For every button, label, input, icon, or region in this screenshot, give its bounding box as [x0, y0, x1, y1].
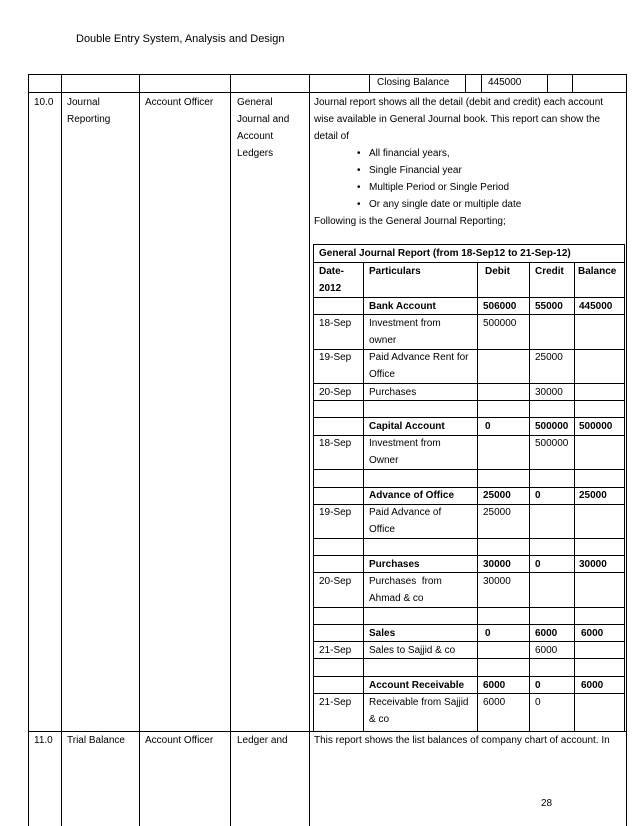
- bullet-icon: •: [357, 199, 361, 210]
- account-credit: 55000: [535, 301, 563, 312]
- account-credit: 0: [535, 490, 541, 501]
- bullet-item: • Multiple Period or Single Period: [357, 182, 510, 193]
- account-balance: 500000: [579, 421, 613, 432]
- account-debit: 0: [485, 421, 491, 432]
- row10-actor: Account Officer: [145, 97, 214, 108]
- entry-particulars: Sales to Sajjid & co: [369, 645, 456, 656]
- entry-particulars: Receivable from Sajjid: [369, 697, 469, 708]
- account-balance: 30000: [579, 559, 607, 570]
- col-credit: Credit: [535, 266, 564, 277]
- entry-credit: 25000: [535, 352, 563, 363]
- col-date-1: Date-: [319, 266, 345, 277]
- entry-particulars: owner: [369, 335, 397, 346]
- entry-particulars: & co: [369, 714, 390, 725]
- row10-source-2: Journal and: [237, 114, 290, 125]
- entry-date: 19-Sep: [319, 352, 352, 363]
- account-balance: 25000: [579, 490, 607, 501]
- page-header: Double Entry System, Analysis and Design: [76, 33, 285, 45]
- account-name: Advance of Office: [369, 490, 455, 501]
- entry-debit: 500000: [483, 318, 517, 329]
- col-balance: Balance: [578, 266, 617, 277]
- account-name: Capital Account: [369, 421, 445, 432]
- entry-particulars: Purchases: [369, 387, 417, 398]
- entry-date: 18-Sep: [319, 438, 352, 449]
- entry-date: 20-Sep: [319, 576, 352, 587]
- entry-credit: 500000: [535, 438, 569, 449]
- entry-particulars: Ahmad & co: [369, 593, 424, 604]
- bullet-item: • Single Financial year: [357, 165, 462, 176]
- row10-name-1: Journal: [67, 97, 100, 108]
- account-credit: 500000: [535, 421, 569, 432]
- bullet-icon: •: [357, 165, 361, 176]
- closing-balance-value: 445000: [488, 77, 522, 88]
- account-name: Purchases: [369, 559, 420, 570]
- row10-source-3: Account: [237, 131, 274, 142]
- row10-source-4: Ledgers: [237, 148, 274, 159]
- account-credit: 0: [535, 559, 541, 570]
- col-particulars: Particulars: [369, 266, 421, 277]
- row11-actor: Account Officer: [145, 735, 214, 746]
- entry-particulars: Paid Advance Rent for: [369, 352, 469, 363]
- account-name: Bank Account: [369, 301, 436, 312]
- bullet-icon: •: [357, 148, 361, 159]
- account-credit: 6000: [535, 628, 558, 639]
- entry-particulars: Investment from: [369, 438, 441, 449]
- journal-title: General Journal Report (from 18-Sep12 to 21-Sep-12): [319, 248, 571, 259]
- entry-date: 21-Sep: [319, 645, 352, 656]
- row10-desc-1: Journal report shows all the detail (debit and credit) each account: [314, 97, 604, 108]
- row11-number: 11.0: [34, 735, 53, 746]
- account-balance: 6000: [581, 680, 604, 691]
- row10-desc-3: detail of: [314, 131, 350, 142]
- entry-credit: 6000: [535, 645, 558, 656]
- entry-particulars: Paid Advance of: [369, 507, 442, 518]
- account-debit: 506000: [483, 301, 517, 312]
- bullet-item: • Or any single date or multiple date: [357, 199, 522, 210]
- account-debit: 0: [485, 628, 491, 639]
- entry-credit: 0: [535, 697, 541, 708]
- col-date-2: 2012: [319, 283, 342, 294]
- row11-name: Trial Balance: [67, 735, 125, 746]
- account-balance: 6000: [581, 628, 604, 639]
- row10-source-1: General: [237, 97, 273, 108]
- entry-particulars: Investment from: [369, 318, 441, 329]
- entry-credit: 30000: [535, 387, 563, 398]
- account-debit: 30000: [483, 559, 511, 570]
- entry-particulars: Owner: [369, 455, 399, 466]
- row10-following: Following is the General Journal Reporting;: [314, 216, 506, 227]
- page-number: 28: [541, 798, 553, 809]
- row11-desc: This report shows the list balances of company chart of account. In: [314, 735, 610, 746]
- account-debit: 25000: [483, 490, 511, 501]
- entry-date: 20-Sep: [319, 387, 352, 398]
- entry-date: 21-Sep: [319, 697, 352, 708]
- entry-particulars: Office: [369, 524, 395, 535]
- entry-debit: 6000: [483, 697, 506, 708]
- row10-name-2: Reporting: [67, 114, 111, 125]
- entry-particulars: Purchases from: [369, 576, 442, 587]
- account-credit: 0: [535, 680, 541, 691]
- col-debit: Debit: [485, 266, 510, 277]
- entry-date: 18-Sep: [319, 318, 352, 329]
- account-name: Sales: [369, 628, 396, 639]
- bullet-icon: •: [357, 182, 361, 193]
- account-balance: 445000: [579, 301, 613, 312]
- bullet-item: • All financial years,: [357, 148, 450, 159]
- entry-date: 19-Sep: [319, 507, 352, 518]
- account-name: Account Receivable: [369, 680, 465, 691]
- closing-balance-label: Closing Balance: [377, 77, 450, 88]
- row10-desc-2: wise available in General Journal book. This report can show the: [314, 114, 601, 125]
- row10-number: 10.0: [34, 97, 54, 108]
- entry-debit: 25000: [483, 507, 511, 518]
- entry-debit: 30000: [483, 576, 511, 587]
- row11-source: Ledger and: [237, 735, 288, 746]
- account-debit: 6000: [483, 680, 506, 691]
- entry-particulars: Office: [369, 369, 395, 380]
